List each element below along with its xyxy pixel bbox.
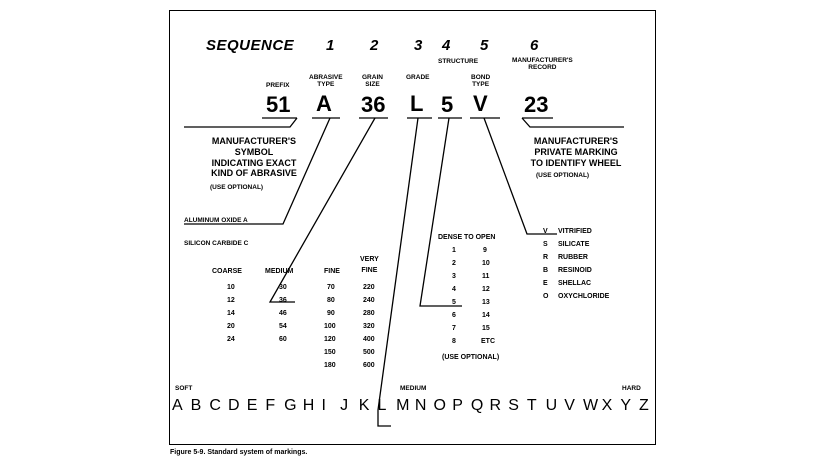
manufacturers-record-label: MANUFACTURER'S RECORD [512,57,573,72]
grain-coarse-value: 24 [227,336,235,343]
grain-coarse-value: 20 [227,323,235,330]
grain-medium-value: 60 [279,336,287,343]
bond-code: E [543,280,548,287]
structure-header: DENSE TO OPEN [438,234,496,241]
sequence-number-5: 5 [480,37,489,54]
bond-name: VITRIFIED [558,228,592,235]
prefix-label: PREFIX [266,82,290,89]
structure-dense-value: 4 [452,286,456,293]
grain-leader [270,118,375,302]
structure-open-value: 11 [482,273,490,280]
prefix-leader [184,118,297,127]
value-record: 23 [524,92,549,117]
bond-code: O [543,293,549,300]
structure-dense-value: 7 [452,325,456,332]
left-note-optional: (USE OPTIONAL) [210,184,264,191]
grain-medium-value: 46 [279,310,287,317]
structure-label: STRUCTURE [438,58,479,65]
abrasive-silicon-carbide: SILICON CARBIDE C [184,240,249,247]
grade-label: GRADE [406,74,430,81]
sequence-number-6: 6 [530,37,539,54]
grain-very-fine-value: 600 [363,362,375,369]
grade-hard-label: HARD [622,385,641,392]
grade-letter-j: J [340,397,349,414]
bond-name: SHELLAC [558,280,592,287]
structure-leader [420,118,462,306]
structure-dense-value: 3 [452,273,456,280]
grade-letter-n: N [414,397,427,414]
grade-medium-label: MEDIUM [400,385,427,392]
value-grade: L [410,91,424,116]
grain-fine-value: 80 [327,297,335,304]
grain-fine-value: 120 [324,336,336,343]
grade-letter-o: O [433,397,446,414]
sequence-number-1: 1 [326,37,335,54]
grain-coarse-value: 14 [227,310,235,317]
grain-very-fine-value: 400 [363,336,375,343]
sequence-number-3: 3 [414,37,423,54]
bond-type-label: BOND TYPE [471,74,491,89]
grade-letter-k: K [358,397,370,414]
grade-leader [378,118,418,426]
structure-open-value: ETC [481,338,495,345]
grade-letter-m: M [396,397,410,414]
abrasive-leader [184,118,330,224]
sequence-number-4: 4 [442,37,451,54]
value-prefix: 51 [266,92,291,117]
grain-header-fine: FINE [324,268,340,275]
figure-caption: Figure 5-9. Standard system of markings. [170,449,308,456]
structure-dense-value: 1 [452,247,456,254]
grain-fine-value: 90 [327,310,335,317]
private-marking-note: MANUFACTURER'S PRIVATE MARKING TO IDENTIFY WHEEL [530,136,622,168]
grade-letter-z: Z [639,397,649,414]
grain-fine-value: 180 [324,362,336,369]
grain-fine-value: 100 [324,323,336,330]
bond-code: S [543,241,548,248]
grain-very-fine-value: 320 [363,323,375,330]
bond-code: R [543,254,549,261]
grain-header-very-fine: VERY FINE [360,256,379,275]
grade-letter-x: X [601,397,613,414]
grain-size-label: GRAIN SIZE [362,74,383,89]
abrasive-type-label: ABRASIVE TYPE [309,74,343,89]
structure-open-value: 12 [482,286,490,293]
grade-letter-v: V [564,397,575,414]
grade-letter-d: D [228,397,240,414]
grade-letter-w: W [582,397,599,414]
grade-letter-u: U [545,397,558,414]
grade-letter-b: B [190,397,202,414]
grade-letter-t: T [526,397,537,414]
bond-name: OXYCHLORIDE [558,293,610,300]
grade-letter-r: R [489,397,502,414]
grade-letter-c: C [209,397,221,414]
structure-open-value: 10 [482,260,490,267]
grade-letter-s: S [508,397,519,414]
grain-medium-value: 36 [279,297,287,304]
grain-medium-value: 30 [279,284,287,291]
grade-letter-l: L [377,397,387,414]
bond-name: SILICATE [558,241,590,248]
grain-very-fine-value: 240 [363,297,375,304]
structure-open-value: 14 [482,312,490,319]
bond-code: V [543,228,548,235]
grain-fine-value: 150 [324,349,336,356]
grain-header-coarse: COARSE [212,268,242,275]
right-note-optional: (USE OPTIONAL) [536,172,590,179]
grain-coarse-value: 10 [227,284,235,291]
manufacturer-symbol-note: MANUFACTURER'S SYMBOL INDICATING EXACT KIND OF ABRASIVE [211,136,297,179]
grade-letter-p: P [452,397,463,414]
grade-letter-i: I [321,397,326,414]
record-leader [522,118,624,127]
grade-soft-label: SOFT [175,385,193,392]
grain-header-medium: MEDIUM [265,268,294,275]
sequence-label: SEQUENCE [206,37,295,54]
value-grain-size: 36 [361,92,386,117]
sequence-number-2: 2 [370,37,379,54]
structure-optional: (USE OPTIONAL) [442,354,500,361]
structure-open-value: 15 [482,325,490,332]
structure-dense-value: 8 [452,338,456,345]
bond-leader [484,118,557,234]
grade-letter-e: E [246,397,258,414]
grain-very-fine-value: 220 [363,284,375,291]
value-abrasive-type: A [316,91,332,116]
value-bond-type: V [473,91,488,116]
grain-medium-value: 54 [279,323,287,330]
grain-very-fine-value: 280 [363,310,375,317]
abrasive-aluminum-oxide: ALUMINUM OXIDE A [184,217,248,224]
grade-letter-g: G [284,397,297,414]
grain-very-fine-value: 500 [363,349,375,356]
grade-letter-a: A [172,397,183,414]
value-structure: 5 [441,92,454,117]
bond-code: B [543,267,549,274]
structure-dense-value: 5 [452,299,456,306]
bond-name: RUBBER [558,254,588,261]
grain-coarse-value: 12 [227,297,235,304]
grade-letter-y: Y [620,397,631,414]
grade-letter-f: F [265,397,276,414]
grade-letter-h: H [302,397,315,414]
structure-open-value: 9 [483,247,487,254]
structure-open-value: 13 [482,299,490,306]
grain-fine-value: 70 [327,284,335,291]
structure-dense-value: 6 [452,312,456,319]
bond-name: RESINOID [558,267,592,274]
structure-dense-value: 2 [452,260,456,267]
grade-letter-q: Q [470,397,484,414]
